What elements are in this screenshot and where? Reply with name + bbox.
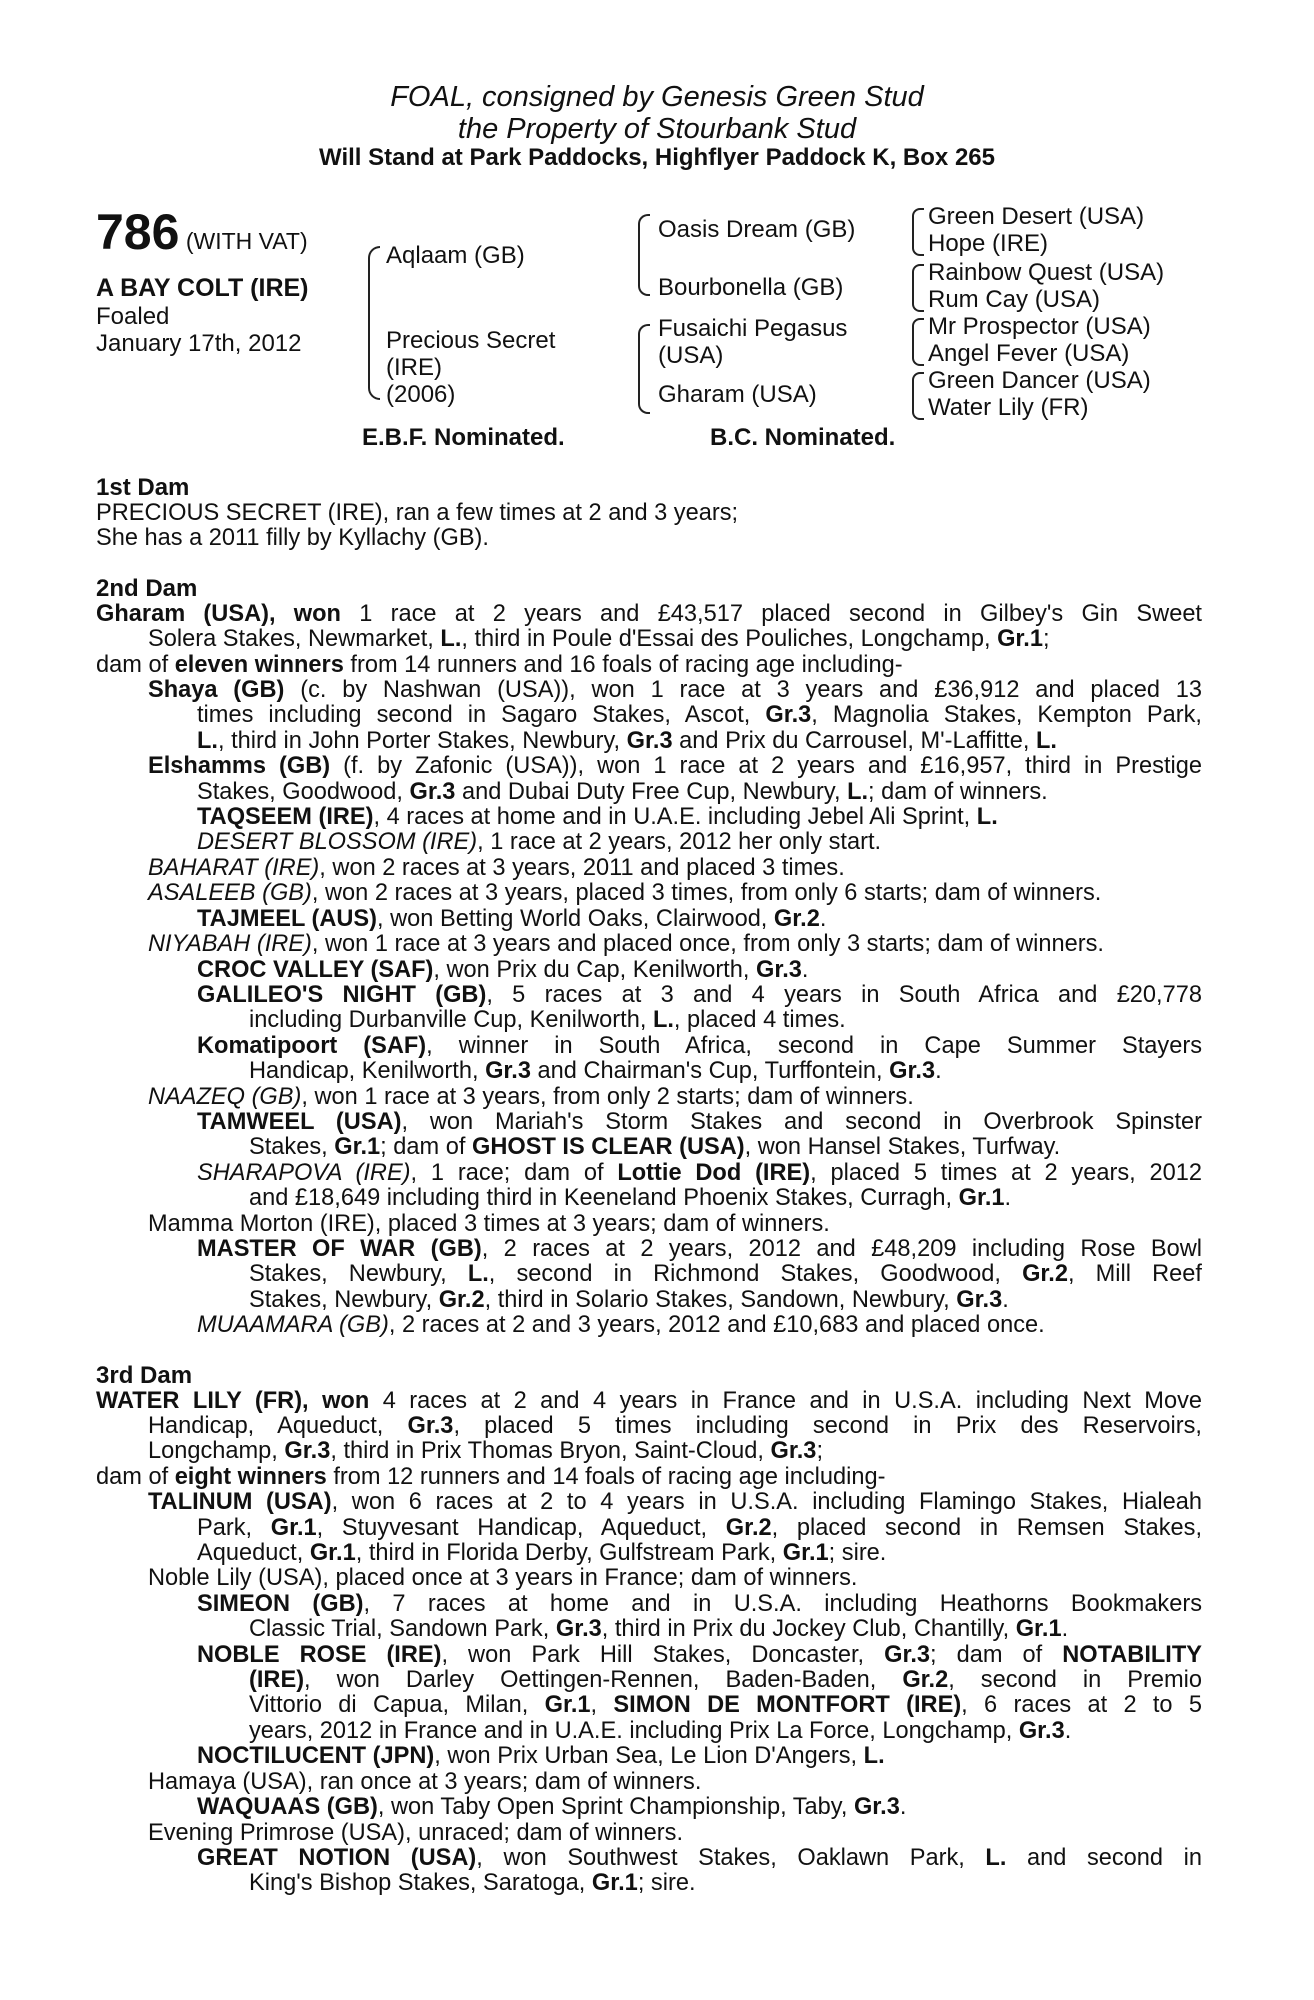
ancestor: Hope (IRE) bbox=[928, 230, 1049, 257]
progeny-line: Noble Lily (USA), placed once at 3 years in France; dam of winners. bbox=[148, 1565, 858, 1592]
progeny-line: Stakes, Newbury, Gr.2, third in Solario Stakes, Sandown, Newbury, Gr.3. bbox=[249, 1286, 1009, 1313]
progeny-line: TAQSEEM (IRE), 4 races at home and in U.A.E. including Jebel Ali Sprint, L. bbox=[197, 804, 998, 831]
progeny-line: years, 2012 in France and in U.A.E. including Prix La Force, Longchamp, Gr.3. bbox=[249, 1717, 1072, 1744]
brace bbox=[912, 264, 924, 312]
progeny-line: BAHARAT (IRE), won 2 races at 3 years, 2011 and placed 3 times. bbox=[148, 854, 845, 881]
foaled-date: January 17th, 2012 bbox=[96, 330, 302, 357]
progeny-line: NOCTILUCENT (JPN), won Prix Urban Sea, Le Lion D'Angers, L. bbox=[197, 1743, 885, 1770]
dam-line: Gharam (USA), won 1 race at 2 years and £43,517 placed second in Gilbey's Gin Sweet bbox=[96, 600, 1202, 627]
progeny-line: TALINUM (USA), won 6 races at 2 to 4 years in U.S.A. including Flamingo Stakes, Hialeah bbox=[148, 1489, 1202, 1516]
ancestor: Angel Fever (USA) bbox=[928, 340, 1130, 367]
vat-label: (WITH VAT) bbox=[185, 228, 308, 254]
dam-line: dam of eleven winners from 14 runners and 16 foals of racing age including- bbox=[96, 651, 903, 678]
progeny-line: Stakes, Gr.1; dam of GHOST IS CLEAR (USA), won Hansel Stakes, Turfway. bbox=[249, 1134, 1061, 1161]
brace bbox=[638, 324, 650, 414]
progeny-line: MASTER OF WAR (GB), 2 races at 2 years, 2012 and £48,209 including Rose Bowl bbox=[197, 1235, 1203, 1262]
progeny-line: SIMEON (GB), 7 races at home and in U.S.A. including Heathorns Bookmakers bbox=[197, 1590, 1203, 1617]
brace bbox=[912, 208, 924, 256]
progeny-line: GREAT NOTION (USA), won Southwest Stakes, Oaklawn Park, L. and second in bbox=[197, 1844, 1202, 1871]
progeny-line: including Durbanville Cup, Kenilworth, L., placed 4 times. bbox=[249, 1007, 846, 1034]
progeny-line: Stakes, Newbury, L., second in Richmond Stakes, Goodwood, Gr.2, Mill Reef bbox=[249, 1261, 1202, 1288]
ancestor: Green Desert (USA) bbox=[928, 203, 1145, 230]
dam-origin: (IRE) bbox=[386, 354, 442, 381]
progeny-line: ASALEEB (GB), won 2 races at 3 years, placed 3 times, from only 6 starts; dam of winners. bbox=[148, 880, 1102, 907]
second-dam-heading: 2nd Dam bbox=[96, 574, 198, 602]
property-line: the Property of Stourbank Stud bbox=[457, 113, 857, 145]
progeny-line: and £18,649 including third in Keeneland Phoenix Stakes, Curragh, Gr.1. bbox=[249, 1185, 1012, 1212]
progeny-line: NOBLE ROSE (IRE), won Park Hill Stakes, Doncaster, Gr.3; dam of NOTABILITY bbox=[197, 1641, 1202, 1668]
progeny-line: Shaya (GB) (c. by Nashwan (USA)), won 1 race at 3 years and £36,912 and placed 13 bbox=[148, 677, 1202, 704]
brace bbox=[368, 246, 380, 400]
ebf-nomination: E.B.F. Nominated. bbox=[362, 424, 565, 451]
ancestor: Rum Cay (USA) bbox=[928, 286, 1101, 313]
dam-line: Solera Stakes, Newmarket, L., third in Poule d'Essai des Pouliches, Longchamp, Gr.1; bbox=[148, 626, 1050, 653]
dam-sire: Fusaichi Pegasus bbox=[658, 315, 848, 342]
brace bbox=[912, 318, 924, 366]
progeny-line: DESERT BLOSSOM (IRE), 1 race at 2 years, 2012 her only start. bbox=[197, 829, 882, 856]
progeny-line: times including second in Sagaro Stakes, Ascot, Gr.3, Magnolia Stakes, Kempton Park, bbox=[197, 702, 1202, 729]
dam-line: dam of eight winners from 12 runners and 14 foals of racing age including- bbox=[96, 1463, 886, 1490]
dam-year: (2006) bbox=[386, 381, 456, 408]
progeny-line: TAMWEEL (USA), won Mariah's Storm Stakes and second in Overbrook Spinster bbox=[197, 1108, 1202, 1135]
progeny-line: Classic Trial, Sandown Park, Gr.3, third in Prix du Jockey Club, Chantilly, Gr.1. bbox=[249, 1616, 1069, 1643]
brace bbox=[912, 372, 924, 420]
third-dam-heading: 3rd Dam bbox=[96, 1361, 193, 1389]
first-dam-section bbox=[96, 475, 1202, 552]
progeny-line: NAAZEQ (GB), won 1 race at 3 years, from only 2 starts; dam of winners. bbox=[148, 1083, 914, 1110]
sire-sire: Oasis Dream (GB) bbox=[658, 216, 856, 243]
ancestor: Mr Prospector (USA) bbox=[928, 313, 1151, 340]
bc-nomination: B.C. Nominated. bbox=[710, 424, 896, 451]
progeny-line: MUAAMARA (GB), 2 races at 2 and 3 years, 2012 and £10,683 and placed once. bbox=[197, 1312, 1045, 1339]
progeny-line: CROC VALLEY (SAF), won Prix du Cap, Kenilworth, Gr.3. bbox=[197, 956, 809, 983]
consignor-line: FOAL, consigned by Genesis Green Stud bbox=[390, 81, 924, 113]
progeny-line: NIYABAH (IRE), won 1 race at 3 years and placed once, from only 3 starts; dam of winners. bbox=[148, 931, 1104, 958]
brace bbox=[638, 214, 650, 296]
dam-sire-origin: (USA) bbox=[658, 342, 724, 369]
dam: Precious Secret bbox=[386, 327, 556, 354]
progeny-line: WAQUAAS (GB), won Taby Open Sprint Championship, Taby, Gr.3. bbox=[197, 1794, 907, 1821]
foaled-label: Foaled bbox=[96, 303, 170, 330]
dam-dam: Gharam (USA) bbox=[658, 381, 817, 408]
progeny-line: Park, Gr.1, Stuyvesant Handicap, Aqueduct, Gr.2, placed second in Remsen Stakes, bbox=[197, 1514, 1203, 1541]
progeny-line: Handicap, Kenilworth, Gr.3 and Chairman's Cup, Turffontein, Gr.3. bbox=[249, 1058, 942, 1085]
progeny-line: Vittorio di Capua, Milan, Gr.1, SIMON DE MONTFORT (IRE), 6 races at 2 to 5 bbox=[249, 1692, 1202, 1719]
progeny-line: (IRE), won Darley Oettingen-Rennen, Baden-Baden, Gr.2, second in Premio bbox=[249, 1667, 1202, 1694]
lot-number: 786 (WITH VAT) bbox=[96, 204, 308, 260]
progeny-line: Mamma Morton (IRE), placed 3 times at 3 years; dam of winners. bbox=[148, 1210, 830, 1237]
progeny-line: Hamaya (USA), ran once at 3 years; dam of winners. bbox=[148, 1768, 702, 1795]
progeny-line: Elshamms (GB) (f. by Zafonic (USA)), won 1 race at 2 years and £16,957, third in Prestige bbox=[148, 753, 1202, 780]
ancestor: Water Lily (FR) bbox=[928, 394, 1089, 421]
location-line: Will Stand at Park Paddocks, Highflyer Paddock K, Box 265 bbox=[319, 144, 995, 171]
dam-line: Handicap, Aqueduct, Gr.3, placed 5 times including second in Prix des Reservoirs, bbox=[148, 1413, 1202, 1439]
third-dam-section bbox=[96, 1363, 1202, 1897]
family-notes bbox=[96, 475, 1202, 1897]
progeny-line: Aqueduct, Gr.1, third in Florida Derby, Gulfstream Park, Gr.1; sire. bbox=[197, 1540, 887, 1567]
first-dam-heading: 1st Dam bbox=[96, 474, 190, 501]
sire: Aqlaam (GB) bbox=[386, 242, 525, 269]
progeny-line: Stakes, Goodwood, Gr.3 and Dubai Duty Free Cup, Newbury, L.; dam of winners. bbox=[197, 778, 1048, 805]
dam-line: Longchamp, Gr.3, third in Prix Thomas Bryon, Saint-Cloud, Gr.3; bbox=[148, 1438, 823, 1465]
progeny-line: King's Bishop Stakes, Saratoga, Gr.1; sire. bbox=[249, 1870, 696, 1897]
progeny-line: GALILEO'S NIGHT (GB), 5 races at 3 and 4 years in South Africa and £20,778 bbox=[197, 981, 1202, 1008]
progeny-line: L., third in John Porter Stakes, Newbury, Gr.3 and Prix du Carrousel, M'-Laffitte, L. bbox=[197, 727, 1057, 754]
progeny-line: Komatipoort (SAF), winner in South Africa, second in Cape Summer Stayers bbox=[197, 1032, 1202, 1059]
dam-line: She has a 2011 filly by Kyllachy (GB). bbox=[96, 525, 489, 552]
dam-line: WATER LILY (FR), won 4 races at 2 and 4 years in France and in U.S.A. including Next Move bbox=[96, 1387, 1202, 1414]
progeny-line: TAJMEEL (AUS), won Betting World Oaks, Clairwood, Gr.2. bbox=[197, 905, 827, 932]
ancestor: Green Dancer (USA) bbox=[928, 367, 1151, 394]
dam-line: PRECIOUS SECRET (IRE), ran a few times at 2 and 3 years; bbox=[96, 500, 739, 526]
progeny-line: SHARAPOVA (IRE), 1 race; dam of Lottie Dod (IRE), placed 5 times at 2 years, 2012 bbox=[197, 1159, 1202, 1186]
sire-dam: Bourbonella (GB) bbox=[658, 274, 844, 301]
ancestor: Rainbow Quest (USA) bbox=[928, 259, 1165, 286]
second-dam-section bbox=[96, 576, 1202, 1339]
progeny-line: Evening Primrose (USA), unraced; dam of winners. bbox=[148, 1819, 684, 1846]
horse-name: A BAY COLT (IRE) bbox=[96, 274, 309, 302]
